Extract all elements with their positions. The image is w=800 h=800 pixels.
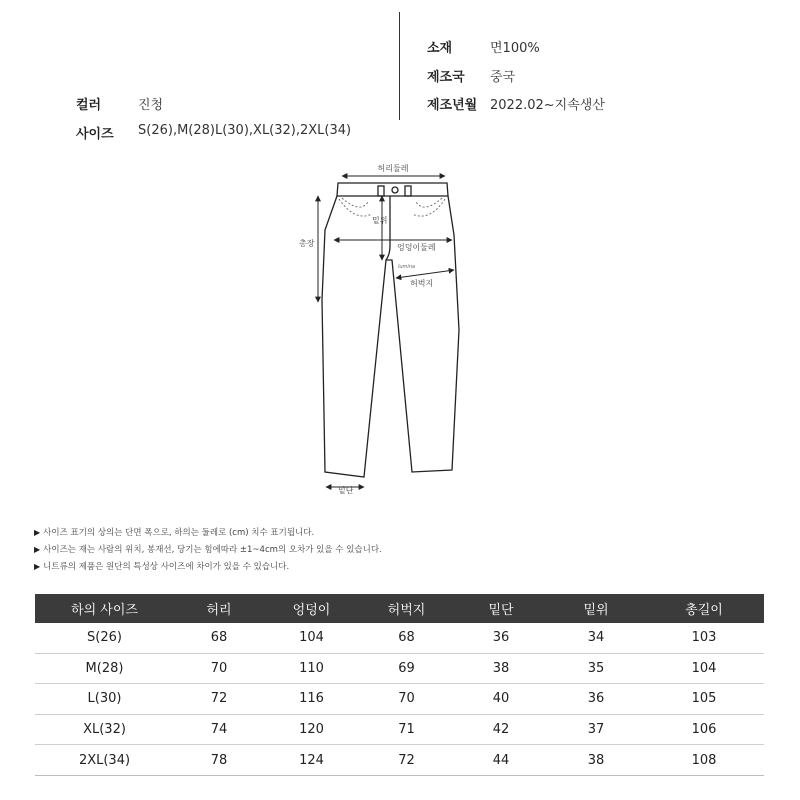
date-value: 2022.02~지속생산 (490, 98, 605, 113)
table-cell: 105 (644, 684, 764, 715)
table-cell: 106 (644, 714, 764, 745)
origin-label: 제조국 (427, 70, 465, 85)
thigh-measure-line (396, 270, 454, 278)
column-header: 허리 (174, 594, 264, 623)
thigh-label: 허벅지 (410, 279, 434, 288)
column-header: 엉덩이 (264, 594, 359, 623)
table-cell: 36 (454, 623, 548, 653)
triangle-bullet-icon: ▶ (34, 562, 41, 571)
rise-label: 밑위 (372, 216, 388, 225)
table-cell: S(26) (35, 623, 174, 653)
note-1: ▶ 사이즈 표기의 상의는 단면 폭으로, 하의는 둘레로 (cm) 치수 표기됩니다. (34, 528, 315, 538)
brand-mark: lumina (398, 264, 416, 270)
table-cell: 69 (359, 653, 454, 684)
triangle-bullet-icon: ▶ (34, 545, 41, 554)
size-label: 사이즈 (76, 127, 114, 142)
table-cell: 72 (359, 745, 454, 776)
note-2: ▶ 사이즈는 재는 사람의 위치, 봉재선, 당기는 힘에따라 ±1~4cm의 오차가 있을 수 있습니다. (34, 545, 382, 555)
note-3: ▶ 니트류의 제품은 원단의 특성상 사이즈에 차이가 있을 수 있습니다. (34, 562, 290, 572)
table-cell: XL(32) (35, 714, 174, 745)
table-cell: 36 (548, 684, 644, 715)
length-label: 총장 (299, 239, 315, 248)
table-row (35, 653, 764, 684)
table-cell: 44 (454, 745, 548, 776)
table-cell: 104 (264, 623, 359, 653)
size-table (35, 594, 764, 776)
table-cell: 72 (174, 684, 264, 715)
material-value: 면100% (490, 41, 540, 56)
table-cell: 70 (174, 653, 264, 684)
color-label: 컬러 (76, 98, 102, 113)
column-header: 허벅지 (359, 594, 454, 623)
color-value: 진청 (138, 98, 164, 113)
pants-measurement-diagram (280, 158, 500, 498)
table-cell: 116 (264, 684, 359, 715)
table-cell: 68 (174, 623, 264, 653)
table-cell: 71 (359, 714, 454, 745)
table-cell: 34 (548, 623, 644, 653)
table-cell: 78 (174, 745, 264, 776)
table-cell: 35 (548, 653, 644, 684)
table-cell: 68 (359, 623, 454, 653)
column-header: 하의 사이즈 (35, 594, 174, 623)
table-row (35, 623, 764, 653)
waist-label: 허리둘레 (377, 164, 409, 173)
table-row (35, 684, 764, 715)
column-header: 밑단 (454, 594, 548, 623)
table-cell: 40 (454, 684, 548, 715)
table-cell: 2XL(34) (35, 745, 174, 776)
pocket-stitching (339, 198, 445, 216)
table-cell: 37 (548, 714, 644, 745)
material-label: 소재 (427, 41, 453, 56)
size-value: S(26),M(28)L(30),XL(32),2XL(34) (138, 123, 352, 138)
table-cell: M(28) (35, 653, 174, 684)
table-cell: 108 (644, 745, 764, 776)
table-cell: 38 (454, 653, 548, 684)
table-header-row (35, 594, 764, 623)
table-cell: 74 (174, 714, 264, 745)
hem-label: 밑단 (338, 486, 354, 495)
column-header: 총길이 (644, 594, 764, 623)
table-cell: 104 (644, 653, 764, 684)
triangle-bullet-icon: ▶ (34, 528, 41, 537)
divider-line (399, 12, 400, 120)
table-cell: 70 (359, 684, 454, 715)
column-header: 밑위 (548, 594, 644, 623)
table-cell: 120 (264, 714, 359, 745)
hip-label: 엉덩이둘레 (397, 243, 436, 252)
pants-outline (322, 183, 459, 477)
table-cell: L(30) (35, 684, 174, 715)
table-cell: 103 (644, 623, 764, 653)
table-cell: 38 (548, 745, 644, 776)
table-row (35, 714, 764, 745)
table-cell: 110 (264, 653, 359, 684)
table-cell: 42 (454, 714, 548, 745)
table-row (35, 745, 764, 776)
table-cell: 124 (264, 745, 359, 776)
origin-value: 중국 (490, 70, 516, 85)
date-label: 제조년월 (427, 98, 478, 113)
